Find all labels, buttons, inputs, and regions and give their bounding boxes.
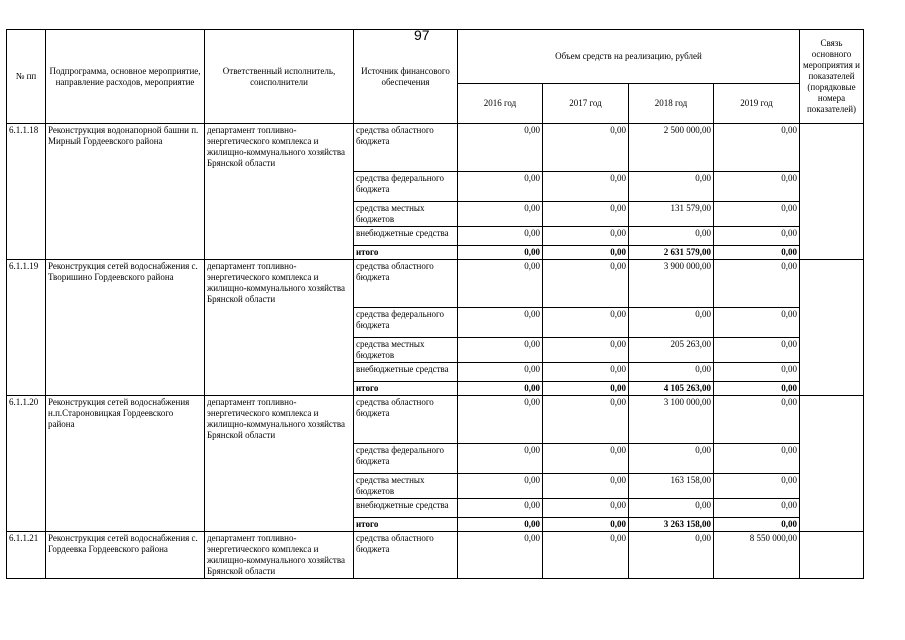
amount-cell: 0,00 (543, 363, 629, 382)
amount-cell: 0,00 (458, 396, 543, 444)
header-source: Источник финансового обеспечения (354, 30, 458, 124)
entry-executor: департамент топливно-энергетического комплекса и жилищно-коммунального хозяйства Брянской области (205, 124, 354, 260)
amount-cell: 0,00 (629, 363, 714, 382)
header-link: Связь основного мероприятия и показателей (порядковые номера показателей) (800, 30, 864, 124)
amount-cell: 0,00 (714, 202, 800, 227)
header-volume: Объем средств на реализацию, рублей (458, 30, 800, 84)
total-amount: 2 631 579,00 (629, 246, 714, 260)
amount-cell: 0,00 (543, 308, 629, 338)
entry-name: Реконструкция сетей водоснабжения с. Творишино Гордеевского района (46, 260, 205, 396)
funding-source: внебюджетные средства (354, 499, 458, 518)
table-body (7, 124, 864, 579)
total-amount: 4 105 263,00 (629, 382, 714, 396)
amount-cell: 0,00 (714, 338, 800, 363)
amount-cell: 8 550 000,00 (714, 532, 800, 579)
funding-source: средства федерального бюджета (354, 444, 458, 474)
amount-cell: 2 500 000,00 (629, 124, 714, 172)
total-amount: 0,00 (714, 382, 800, 396)
funding-source: внебюджетные средства (354, 363, 458, 382)
header-year: 2016 год (458, 84, 543, 124)
total-label: итого (354, 382, 458, 396)
indicator-link-cell (800, 260, 864, 396)
total-amount: 3 263 158,00 (629, 518, 714, 532)
amount-cell: 3 900 000,00 (629, 260, 714, 308)
amount-cell: 3 100 000,00 (629, 396, 714, 444)
amount-cell: 0,00 (543, 499, 629, 518)
entry-number: 6.1.1.19 (7, 260, 46, 396)
entry-executor: департамент топливно-энергетического комплекса и жилищно-коммунального хозяйства Брянской области (205, 396, 354, 532)
amount-cell: 163 158,00 (629, 474, 714, 499)
amount-cell: 0,00 (543, 396, 629, 444)
amount-cell: 0,00 (543, 338, 629, 363)
funding-source: средства местных бюджетов (354, 202, 458, 227)
amount-cell: 0,00 (543, 124, 629, 172)
funding-source: средства областного бюджета (354, 532, 458, 579)
total-amount: 0,00 (458, 382, 543, 396)
amount-cell: 0,00 (714, 260, 800, 308)
amount-cell: 0,00 (458, 172, 543, 202)
indicator-link-cell (800, 124, 864, 260)
amount-cell: 0,00 (629, 499, 714, 518)
total-label: итого (354, 518, 458, 532)
amount-cell: 0,00 (543, 227, 629, 246)
amount-cell: 0,00 (629, 172, 714, 202)
entry-number: 6.1.1.20 (7, 396, 46, 532)
entry-number: 6.1.1.21 (7, 532, 46, 579)
page-number: 97 (414, 27, 430, 43)
header-year: 2019 год (714, 84, 800, 124)
funding-source: средства федерального бюджета (354, 308, 458, 338)
entry-name: Реконструкция водонапорной башни п. Мирный Гордеевского района (46, 124, 205, 260)
indicator-link-cell (800, 532, 864, 579)
header-executor: Ответственный исполнитель, соисполнители (205, 30, 354, 124)
amount-cell: 0,00 (458, 308, 543, 338)
amount-cell: 0,00 (458, 474, 543, 499)
amount-cell: 0,00 (543, 202, 629, 227)
funding-source: средства областного бюджета (354, 396, 458, 444)
header-year: 2017 год (543, 84, 629, 124)
amount-cell: 0,00 (629, 308, 714, 338)
indicator-link-cell (800, 396, 864, 532)
amount-cell: 0,00 (543, 172, 629, 202)
total-label: итого (354, 246, 458, 260)
amount-cell: 0,00 (714, 124, 800, 172)
amount-cell: 0,00 (458, 338, 543, 363)
table-row (7, 396, 864, 444)
funding-source: средства областного бюджета (354, 260, 458, 308)
amount-cell: 0,00 (714, 499, 800, 518)
total-amount: 0,00 (458, 518, 543, 532)
table-row (7, 260, 864, 308)
entry-name: Реконструкция сетей водоснабжения с. Гордеевка Гордеевского района (46, 532, 205, 579)
amount-cell: 0,00 (458, 260, 543, 308)
table-row (7, 532, 864, 579)
total-amount: 0,00 (543, 518, 629, 532)
amount-cell: 0,00 (629, 444, 714, 474)
amount-cell: 0,00 (629, 227, 714, 246)
funding-source: средства федерального бюджета (354, 172, 458, 202)
total-amount: 0,00 (543, 246, 629, 260)
funding-source: средства местных бюджетов (354, 474, 458, 499)
amount-cell: 0,00 (714, 363, 800, 382)
amount-cell: 0,00 (714, 396, 800, 444)
amount-cell: 0,00 (458, 499, 543, 518)
total-amount: 0,00 (543, 382, 629, 396)
amount-cell: 0,00 (714, 444, 800, 474)
total-amount: 0,00 (714, 518, 800, 532)
amount-cell: 0,00 (543, 444, 629, 474)
amount-cell: 0,00 (458, 444, 543, 474)
amount-cell: 0,00 (543, 474, 629, 499)
amount-cell: 0,00 (629, 532, 714, 579)
amount-cell: 0,00 (714, 227, 800, 246)
amount-cell: 0,00 (543, 532, 629, 579)
amount-cell: 0,00 (458, 363, 543, 382)
funding-source: внебюджетные средства (354, 227, 458, 246)
header-no: № пп (7, 30, 46, 124)
amount-cell: 0,00 (714, 474, 800, 499)
funding-source: средства местных бюджетов (354, 338, 458, 363)
entry-name: Реконструкция сетей водоснабжения н.п.Староновицкая Гордеевского района (46, 396, 205, 532)
budget-table (6, 29, 864, 579)
table-row (7, 124, 864, 172)
total-amount: 0,00 (458, 246, 543, 260)
amount-cell: 0,00 (458, 124, 543, 172)
amount-cell: 0,00 (458, 532, 543, 579)
amount-cell: 131 579,00 (629, 202, 714, 227)
funding-source: средства областного бюджета (354, 124, 458, 172)
entry-executor: департамент топливно-энергетического комплекса и жилищно-коммунального хозяйства Брянской области (205, 260, 354, 396)
entry-number: 6.1.1.18 (7, 124, 46, 260)
total-amount: 0,00 (714, 246, 800, 260)
amount-cell: 0,00 (543, 260, 629, 308)
amount-cell: 0,00 (714, 172, 800, 202)
amount-cell: 0,00 (714, 308, 800, 338)
entry-executor: департамент топливно-энергетического комплекса и жилищно-коммунального хозяйства Брянской области (205, 532, 354, 579)
header-program: Подпрограмма, основное мероприятие, направление расходов, мероприятие (46, 30, 205, 124)
amount-cell: 0,00 (458, 202, 543, 227)
amount-cell: 205 263,00 (629, 338, 714, 363)
amount-cell: 0,00 (458, 227, 543, 246)
header-year: 2018 год (629, 84, 714, 124)
